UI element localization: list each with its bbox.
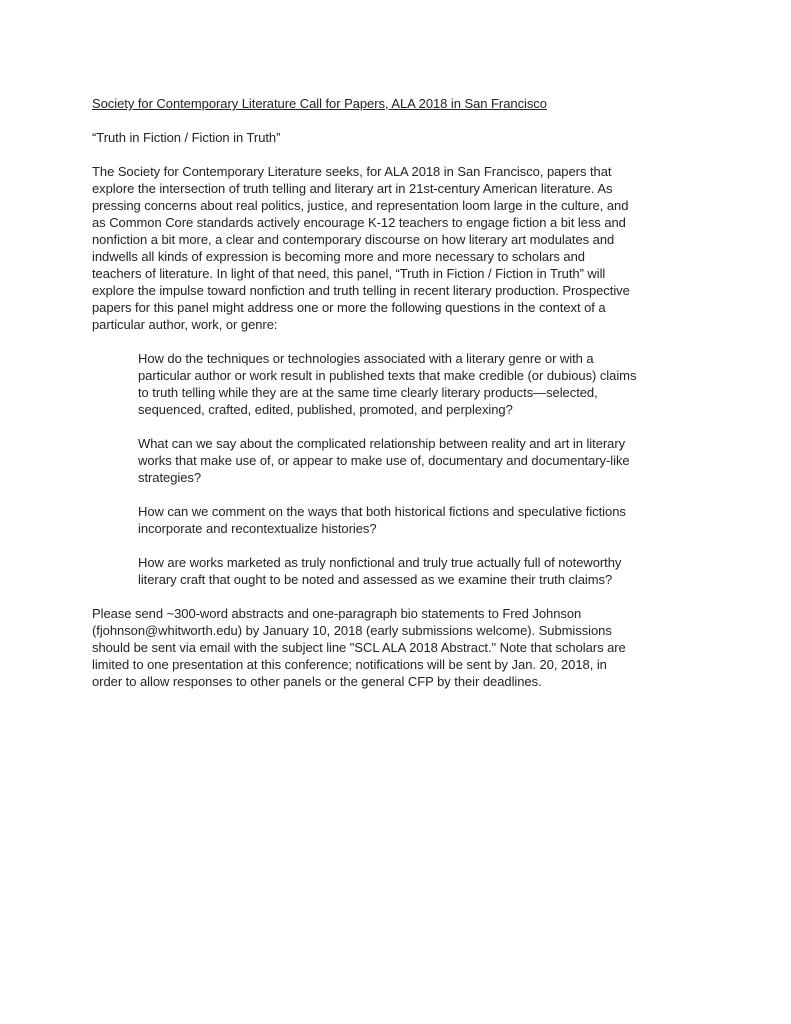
question-paragraph [138,350,731,418]
question-paragraph [138,435,731,486]
text-line: explore the impulse toward nonfiction and truth telling in recent literary production. Prospective [92,283,630,298]
body-paragraph [92,163,731,333]
document-title: Society for Contemporary Literature Call for Papers, ALA 2018 in San Francisco [92,96,547,111]
text-line: How are works marketed as truly nonfictional and truly true actually full of noteworthy [138,555,622,570]
question-paragraph [138,554,731,588]
text-line: incorporate and recontextualize histories? [138,521,377,536]
text-line: literary craft that ought to be noted and assessed as we examine their truth claims? [138,572,613,587]
text-line: The Society for Contemporary Literature seeks, for ALA 2018 in San Francisco, papers that [92,164,612,179]
document-subtitle: “Truth in Fiction / Fiction in Truth” [92,130,281,145]
text-line: pressing concerns about real politics, justice, and representation loom large in the culture, and [92,198,629,213]
text-line: nonfiction a bit more, a clear and contemporary discourse on how literary art modulates and [92,232,615,247]
body-paragraph [92,605,731,690]
text-line: as Common Core standards actively encourage K-12 teachers to engage fiction a bit less and [92,215,626,230]
text-line: sequenced, crafted, edited, published, promoted, and perplexing? [138,402,513,417]
question-paragraph [138,503,731,537]
text-line: Please send ~300-word abstracts and one-paragraph bio statements to Fred Johnson [92,606,582,621]
text-line: papers for this panel might address one or more the following questions in the context of a [92,300,606,315]
text-line: explore the intersection of truth telling and literary art in 21st-century American literature. As [92,181,613,196]
text-line: How do the techniques or technologies associated with a literary genre or with a [138,351,594,366]
text-line: indwells all kinds of expression is becoming more and more necessary to scholars and [92,249,585,264]
text-line: limited to one presentation at this conference; notifications will be sent by Jan. 20, 2018, in [92,657,607,672]
text-line: particular author or work result in published texts that make credible (or dubious) claims [138,368,637,383]
text-line: to truth telling while they are at the same time clearly literary products—selected, [138,385,598,400]
text-line: should be sent via email with the subject line "SCL ALA 2018 Abstract." Note that scholars are [92,640,626,655]
document-body [92,163,731,690]
text-line: works that make use of, or appear to make use of, documentary and documentary-like [138,453,630,468]
text-line: How can we comment on the ways that both historical fictions and speculative fictions [138,504,626,519]
text-line: (fjohnson@whitworth.edu) by January 10, 2018 (early submissions welcome). Submissions [92,623,612,638]
text-line: particular author, work, or genre: [92,317,278,332]
text-line: What can we say about the complicated relationship between reality and art in literary [138,436,626,451]
text-line: teachers of literature. In light of that need, this panel, “Truth in Fiction / Fiction in Truth” will [92,266,606,281]
text-line: order to allow responses to other panels or the general CFP by their deadlines. [92,674,542,689]
text-line: strategies? [138,470,202,485]
